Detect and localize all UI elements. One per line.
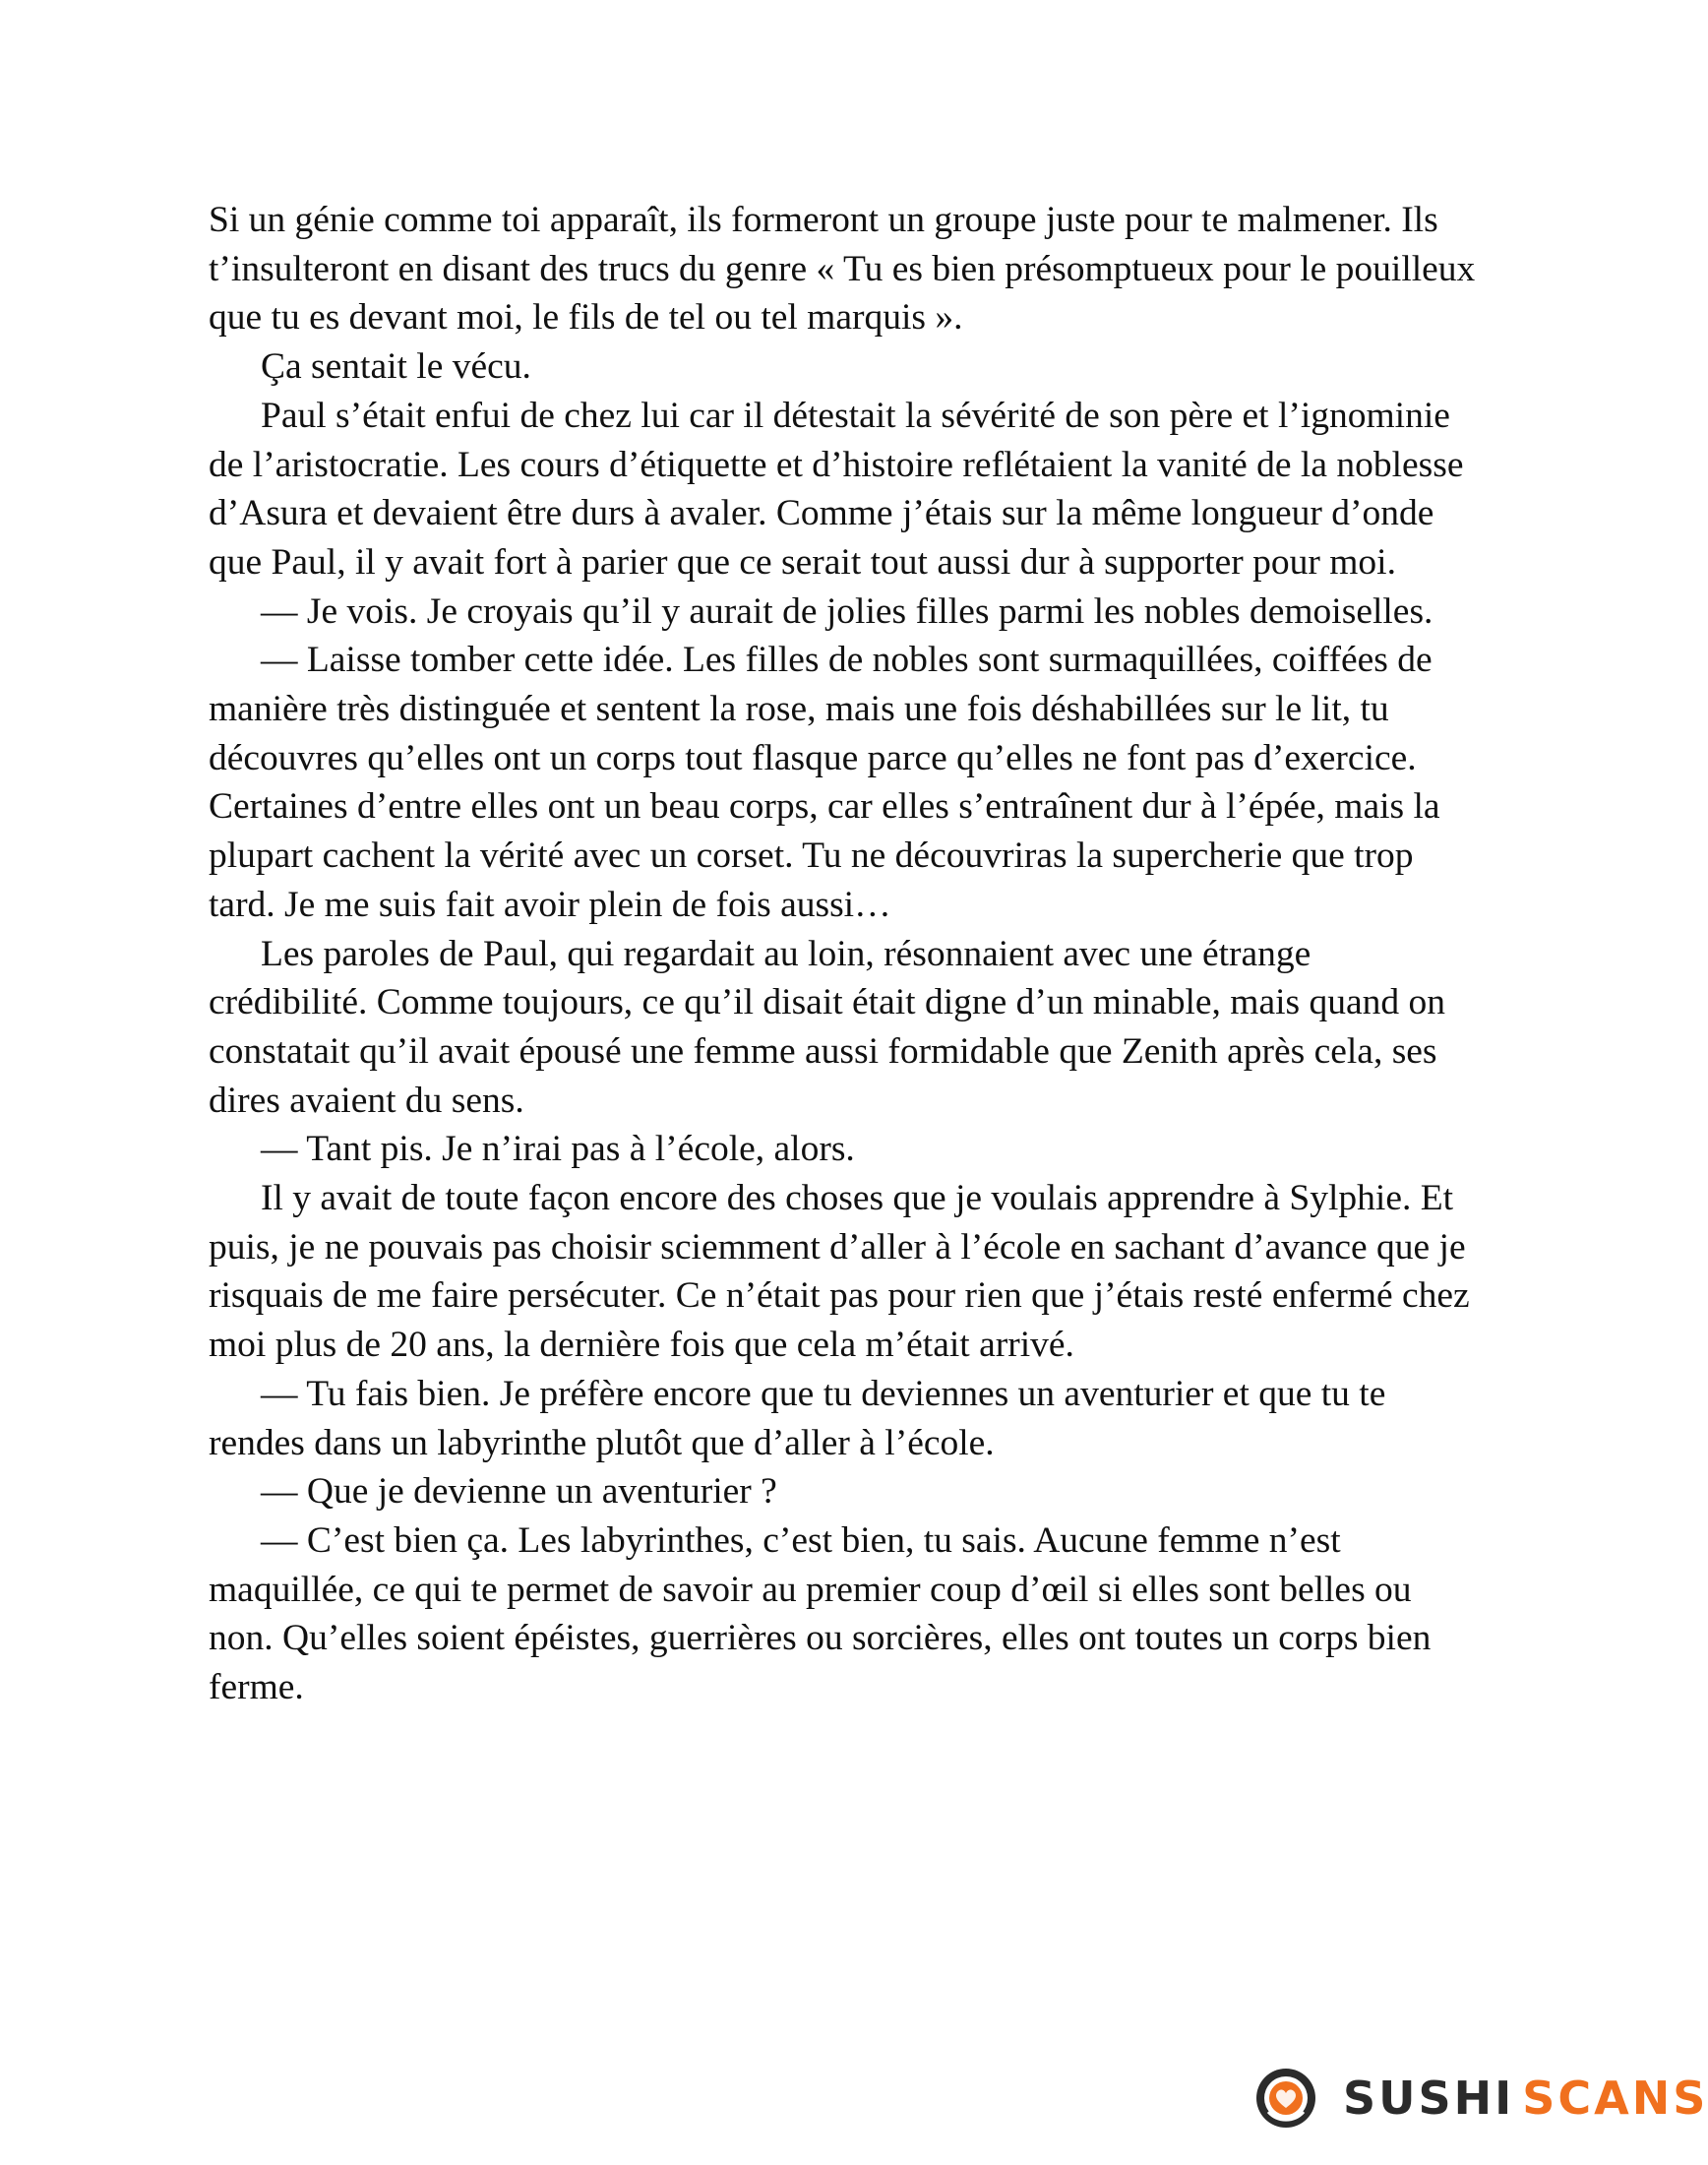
paragraph-7: — Tant pis. Je n’irai pas à l’école, alors. <box>261 1129 855 1170</box>
paragraph-9: — Tu fais bien. Je préfère encore que tu deviennes un aventurier et que tu te rendes dans un labyrinthe plutôt que d’aller à l’école. <box>209 1373 1386 1463</box>
paragraph-3: Paul s’était enfui de chez lui car il détestait la sévérité de son père et l’ignominie de l’aristocratie. Les cours d’étiquette et d’histoire reflétaient la vanité de la noblesse d’Asura et devaient être durs à avaler. Comme j’étais sur la même longueur d’onde que Paul, il y avait fort à parier que ce serait tout aussi dur à supporter pour moi. <box>209 395 1464 583</box>
watermark-word-scans: SCANS <box>1522 2072 1708 2125</box>
paragraph-10: — Que je devienne un aventurier ? <box>261 1471 777 1513</box>
body-text <box>209 196 1478 1712</box>
paragraph-8: Il y avait de toute façon encore des choses que je voulais apprendre à Sylphie. Et puis, je ne pouvais pas choisir sciemment d’aller à l’école en sachant d’avance que je risquais de me faire persécuter. Ce n’était pas pour rien que j’étais resté enfermé chez moi plus de 20 ans, la dernière fois que cela m’était arrivé. <box>209 1178 1470 1366</box>
paragraph-2: Ça sentait le vécu. <box>261 346 531 388</box>
paragraph-4: — Je vois. Je croyais qu’il y aurait de jolies filles parmi les nobles demoiselles. <box>261 590 1434 632</box>
sushi-scans-watermark <box>1254 2067 1708 2130</box>
paragraph-1: Si un génie comme toi apparaît, ils formeront un groupe juste pour te malmener. Ils t’insulteront en disant des trucs du genre « Tu es bien présomptueux pour le pouilleux que tu es devant moi, le fils de tel ou tel marquis ». <box>209 200 1476 339</box>
paragraph-6: Les paroles de Paul, qui regardait au loin, résonnaient avec une étrange crédibilité. Comme toujours, ce qu’il disait était digne d’un minable, mais quand on constatait qu’il avait épousé une femme aussi formidable que Zenith après cela, ses dires avaient du sens. <box>209 933 1446 1121</box>
sushi-logo-icon <box>1254 2067 1317 2130</box>
paragraph-5: — Laisse tomber cette idée. Les filles de nobles sont surmaquillées, coiffées de manière très distinguée et sentent la rose, mais une fois déshabillées sur le lit, tu découvres qu’elles ont un corps tout flasque parce qu’elles ne font pas d’exercice. Certaines d’entre elles ont un beau corps, car elles s’entraînent dur à l’épée, mais la plupart cachent la vérité avec un corset. Tu ne découvriras la supercherie que trop tard. Je me suis fait avoir plein de fois aussi… <box>209 640 1440 925</box>
paragraph-11: — C’est bien ça. Les labyrinthes, c’est bien, tu sais. Aucune femme n’est maquillée, ce qui te permet de savoir au premier coup d’œil si elles sont belles ou non. Qu’elles soient épéistes, guerrières ou sorcières, elles ont toutes un corps bien ferme. <box>209 1519 1432 1708</box>
watermark-text <box>1343 2067 1708 2130</box>
watermark-word-sushi: SUSHI <box>1343 2072 1515 2125</box>
